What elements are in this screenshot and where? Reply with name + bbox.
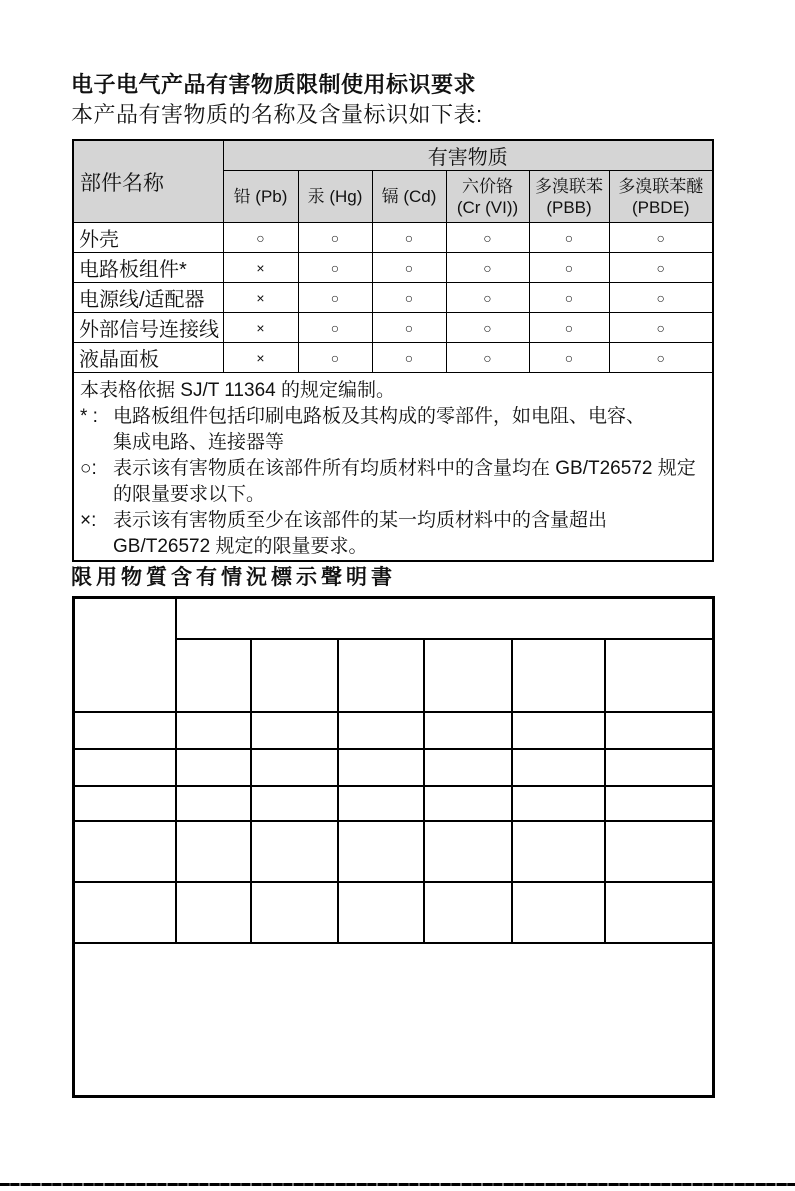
empty-cell	[176, 598, 714, 639]
empty-cell	[176, 712, 251, 749]
table-row	[74, 712, 714, 749]
empty-cell	[605, 639, 714, 712]
mark-cell: ○	[609, 253, 713, 283]
empty-cell	[338, 712, 424, 749]
substance-header-pbde	[609, 171, 713, 223]
empty-cell	[424, 882, 512, 943]
note-line: GB/T26572 规定的限量要求。	[113, 536, 368, 557]
table-row	[74, 882, 714, 943]
table-row	[73, 283, 713, 313]
empty-cell	[512, 821, 605, 882]
hazard-substances-table	[72, 139, 714, 562]
substance-header-line: (Cr (VI))	[456, 197, 519, 217]
table-notes	[73, 373, 713, 562]
empty-cell	[512, 786, 605, 821]
empty-cell	[74, 786, 176, 821]
substance-header-line: 镉 (Cd)	[381, 187, 437, 206]
mark-cell: ○	[298, 253, 372, 283]
empty-cell	[251, 786, 338, 821]
note-line: 的限量要求以下。	[113, 484, 266, 505]
mark-cell: ○	[298, 343, 372, 373]
mark-cell: ○	[372, 223, 446, 253]
empty-cell	[424, 821, 512, 882]
empty-cell	[512, 639, 605, 712]
substance-header-line: 多溴联苯醚	[618, 176, 704, 196]
empty-cell	[251, 882, 338, 943]
mark-cell: ○	[298, 223, 372, 253]
mark-cell: ○	[609, 283, 713, 313]
substance-header-cr6	[446, 171, 529, 223]
page-bottom-divider	[0, 1183, 795, 1186]
mark-cell: ○	[609, 223, 713, 253]
substance-header-pb	[223, 171, 298, 223]
mark-cell: ○	[529, 343, 609, 373]
table-row	[73, 223, 713, 253]
mark-cell: ○	[529, 223, 609, 253]
mark-cell: ○	[298, 283, 372, 313]
empty-cell	[605, 749, 714, 786]
part-name-cell: 外部信号连接线	[73, 313, 223, 343]
note-line: 电路板组件包括印刷电路板及其构成的零部件，如电阻、电容、	[113, 406, 646, 427]
empty-cell	[424, 712, 512, 749]
part-name-header: 部件名称	[73, 140, 223, 223]
substance-header-line: (PBB)	[546, 197, 592, 217]
table-row	[73, 313, 713, 343]
mark-cell: ○	[609, 313, 713, 343]
declaration-footer-row	[74, 943, 714, 1097]
empty-cell	[338, 786, 424, 821]
empty-cell	[605, 786, 714, 821]
empty-cell	[251, 749, 338, 786]
note-circle	[80, 456, 704, 508]
empty-cell	[176, 882, 251, 943]
empty-cell	[176, 821, 251, 882]
substance-header-line: (PBDE)	[631, 197, 690, 217]
note-marker: ×:	[80, 510, 97, 531]
empty-cell	[74, 749, 176, 786]
empty-cell	[74, 821, 176, 882]
declaration-header-row-1	[74, 598, 714, 639]
mark-cell: ○	[372, 253, 446, 283]
mark-cell: ○	[372, 313, 446, 343]
mark-cell: ○	[446, 313, 529, 343]
mark-cell: ○	[298, 313, 372, 343]
empty-cell	[338, 639, 424, 712]
substance-header-line: 多溴联苯	[535, 176, 603, 196]
empty-cell	[74, 943, 714, 1097]
part-name-cell: 电路板组件*	[73, 253, 223, 283]
table-row	[73, 253, 713, 283]
empty-cell	[424, 786, 512, 821]
table-row	[73, 343, 713, 373]
mark-cell: ○	[446, 253, 529, 283]
empty-cell	[512, 749, 605, 786]
note-line: 表示该有害物质在该部件所有均质材料中的含量均在 GB/T26572 规定	[113, 458, 696, 479]
mark-cell: ○	[529, 313, 609, 343]
mark-cell: ○	[223, 223, 298, 253]
empty-cell	[338, 749, 424, 786]
page-subtitle: 本产品有害物质的名称及含量标识如下表:	[71, 102, 483, 127]
mark-cell: ○	[446, 343, 529, 373]
note-marker: * :	[80, 406, 98, 427]
substance-header-cd	[372, 171, 446, 223]
part-name-cell: 外壳	[73, 223, 223, 253]
empty-cell	[176, 639, 251, 712]
substance-header-line: 铅 (Pb)	[233, 187, 288, 206]
empty-cell	[176, 749, 251, 786]
table-row	[74, 821, 714, 882]
substance-header-hg	[298, 171, 372, 223]
substance-header-pbb	[529, 171, 609, 223]
mark-cell: ○	[446, 223, 529, 253]
empty-cell	[251, 821, 338, 882]
mark-cell: ×	[223, 283, 298, 313]
table-row	[74, 749, 714, 786]
empty-cell	[512, 882, 605, 943]
declaration-table	[72, 596, 715, 1098]
empty-cell	[605, 712, 714, 749]
empty-cell	[512, 712, 605, 749]
empty-cell	[338, 882, 424, 943]
empty-cell	[74, 598, 176, 712]
mark-cell: ○	[609, 343, 713, 373]
declaration-title: 限用物質含有情況標示聲明書	[71, 565, 396, 589]
empty-cell	[176, 786, 251, 821]
empty-cell	[74, 882, 176, 943]
empty-cell	[74, 712, 176, 749]
mark-cell: ×	[223, 313, 298, 343]
substance-header-line: 六价铬	[462, 176, 513, 196]
hazard-group-header: 有害物质	[223, 140, 713, 171]
mark-cell: ○	[446, 283, 529, 313]
part-name-cell: 电源线/适配器	[73, 283, 223, 313]
notes-row	[73, 373, 713, 562]
hazard-header-row-1	[73, 140, 713, 171]
note-marker: ○:	[80, 458, 97, 479]
empty-cell	[424, 639, 512, 712]
note-cross	[80, 508, 704, 560]
substance-header-line: 汞 (Hg)	[307, 187, 363, 206]
mark-cell: ○	[529, 283, 609, 313]
part-name-cell: 液晶面板	[73, 343, 223, 373]
empty-cell	[605, 821, 714, 882]
empty-cell	[605, 882, 714, 943]
page-title: 电子电气产品有害物质限制使用标识要求	[71, 72, 477, 97]
mark-cell: ×	[223, 343, 298, 373]
empty-cell	[251, 639, 338, 712]
table-row	[74, 786, 714, 821]
note-line: 表示该有害物质至少在该部件的某一均质材料中的含量超出	[113, 510, 608, 531]
note-asterisk	[80, 404, 704, 456]
mark-cell: ○	[372, 343, 446, 373]
empty-cell	[424, 749, 512, 786]
note-basis: 本表格依据 SJ/T 11364 的规定编制。	[80, 380, 395, 401]
mark-cell: ×	[223, 253, 298, 283]
empty-cell	[251, 712, 338, 749]
empty-cell	[338, 821, 424, 882]
note-line: 集成电路、连接器等	[113, 432, 285, 453]
mark-cell: ○	[529, 253, 609, 283]
mark-cell: ○	[372, 283, 446, 313]
